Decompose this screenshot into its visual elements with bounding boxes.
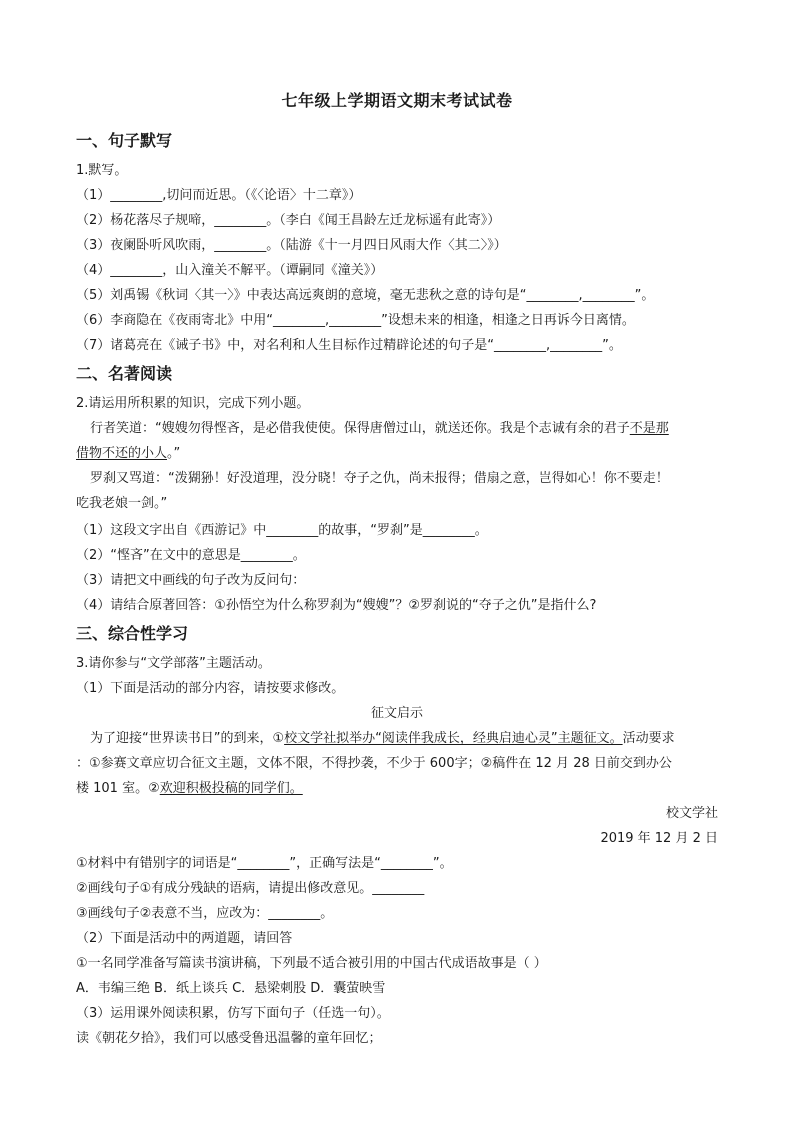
q1-item-3: （3）夜阑卧听风吹雨，________。（陆游《十一月四日风雨大作〈其二〉》） [76, 238, 507, 253]
notice-title: 征文启示 [370, 706, 423, 721]
notice-text: 楼 101 室。② [76, 781, 160, 796]
notice-line-2: ：①参赛文章应切合征文主题，文体不限，不得抄袭，不少于 600字；②稿件在 12 月 28 日前交到办公 [76, 756, 672, 771]
notice-signer: 校文学社 [665, 806, 718, 821]
q3-item-4: ①一名同学准备写篇读书演讲稿，下列最不适合被引用的中国古代成语故事是（ ） [76, 956, 547, 971]
question-2-prompt: 2.请运用所积累的知识，完成下列小题。 [76, 396, 310, 411]
q1-item-7: （7）诸葛亮在《诫子书》中，对名利和人生目标作过精辟论述的句子是“________,________”。 [76, 338, 622, 353]
q1-item-5: （5）刘禹锡《秋词〈其一〉》中表达高远爽朗的意境，毫无悲秋之意的诗句是“________,________”。 [76, 288, 655, 303]
passage-text: 。” [167, 446, 181, 461]
q2-item-1: （1）这段文字出自《西游记》中________的故事，“罗刹”是________。 [76, 523, 488, 538]
notice-line-3 [76, 781, 736, 797]
underlined-sentence-cont: 借物不还的小人 [76, 446, 168, 461]
section-heading-1: 一、句子默写 [76, 131, 173, 150]
underlined-sentence-2: 欢迎积极投稿的同学们。 [159, 781, 303, 796]
page-title: 七年级上学期语文期末考试试卷 [281, 91, 513, 110]
q1-item-1: （1）________,切问而近思。（《〈论语〉十二章》） [76, 188, 362, 203]
q3-item-2: ②画线句子①有成分残缺的语病，请提出修改意见。________ [76, 881, 425, 896]
question-3-prompt: 3.请你参与“文学部落”主题活动。 [76, 656, 271, 671]
q2-item-3: （3）请把文中画线的句子改为反问句： [76, 573, 306, 588]
underlined-sentence-1: 校文学社拟举办“阅读伴我成长，经典启迪心灵”主题征文。 [284, 731, 623, 746]
notice-line-1 [90, 731, 750, 747]
q3-choices: A．韦编三绝 B．纸上谈兵 C．悬梁刺股 D．囊萤映雪 [76, 981, 386, 996]
passage-line-2 [76, 446, 736, 462]
question-1-prompt: 1.默写。 [76, 163, 128, 178]
q1-item-2: （2）杨花落尽子规啼，________。（李白《闻王昌龄左迁龙标遥有此寄》） [76, 213, 501, 228]
q3-item-3: ③画线句子②表意不当，应改为：________。 [76, 906, 334, 921]
q1-item-6: （6）李商隐在《夜雨寄北》中用“________,________”设想未来的相逢，相逢之日再诉今日离情。 [76, 313, 635, 328]
q2-item-2: （2）“悭吝”在文中的意思是________。 [76, 548, 306, 563]
passage-text: 行者笑道：“嫂嫂勿得悭吝，是必借我使使。保得唐僧过山，就送还你。我是个志诚有余的君子 [90, 421, 630, 436]
section-heading-2: 二、名著阅读 [76, 364, 173, 383]
q3-sub-3: （3）运用课外阅读积累，仿写下面句子（任选一句）。 [76, 1006, 390, 1021]
q2-item-4: （4）请结合原著回答：①孙悟空为什么称罗刹为“嫂嫂”？②罗刹说的“夺子之仇”是指什么? [76, 598, 597, 613]
passage-line-1 [90, 421, 750, 437]
q3-item-5: 读《朝花夕拾》，我们可以感受鲁迅温馨的童年回忆； [76, 1031, 382, 1046]
notice-date: 2019 年 12 月 2 日 [600, 831, 718, 846]
q3-item-1: ①材料中有错别字的词语是“________”，正确写法是“________”。 [76, 856, 453, 871]
q3-sub-2: （2）下面是活动中的两道题，请回答 [76, 931, 293, 946]
notice-text: 为了迎接“世界读书日”的到来，① [90, 731, 285, 746]
q3-sub-1: （1）下面是活动的部分内容，请按要求修改。 [76, 681, 345, 696]
section-heading-3: 三、综合性学习 [76, 624, 189, 643]
q1-item-4: （4）________，山入潼关不解平。（谭嗣同《潼关》） [76, 263, 384, 278]
passage-line-4: 吃我老娘一剑。” [76, 496, 168, 511]
passage-line-3: 罗刹又骂道：“泼猢狲！好没道理，没分晓！夺子之仇，尚未报得；借扇之意，岂得如心！你不要走！ [90, 471, 669, 486]
underlined-sentence: 不是那 [629, 421, 669, 436]
notice-text: 活动要求 [622, 731, 675, 746]
